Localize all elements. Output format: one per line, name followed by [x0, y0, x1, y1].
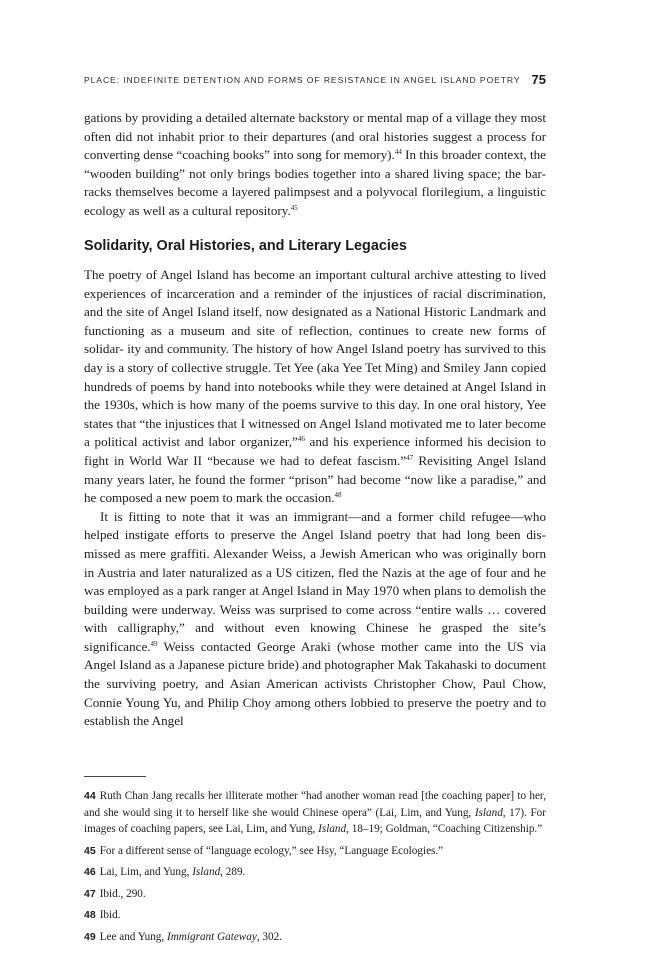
footnote-number: 48: [84, 909, 96, 921]
page-number: 75: [531, 72, 546, 87]
footnote-ref-45[interactable]: 45: [290, 203, 298, 212]
footnote-italic: Island: [192, 866, 221, 878]
footnote-48: [84, 907, 546, 924]
footnote-text: Lee and Yung,: [99, 930, 167, 943]
footnote-italic: Immigrant Gateway: [167, 930, 257, 943]
footnote-ref-46[interactable]: 46: [297, 435, 305, 444]
footnote-number: 44: [84, 790, 96, 802]
footnote-text: Ibid., 290.: [99, 887, 146, 900]
running-head: [84, 74, 546, 90]
footnote-49: [84, 929, 546, 946]
section-body: [84, 266, 546, 731]
footnote-rule: [84, 776, 146, 777]
footnote-italic: Island: [318, 823, 347, 835]
paragraph-text: Revisiting Angel Island many years later, he found the former “prison” had become “now like a paradise,” and he composed a new poem to mark the occasion.: [84, 452, 546, 506]
paragraph-text: and his experience informed his decision to fight in World War II “because we had to defeat fascism.”: [84, 434, 546, 468]
footnote-text: , 17). For images of coaching papers, see Lai, Lim, and Yung,: [84, 806, 546, 835]
footnote-text: , 302.: [256, 930, 282, 943]
footnote-ref-47[interactable]: 47: [406, 453, 414, 462]
footnote-text: Lai, Lim, and Yung,: [99, 866, 193, 878]
footnote-text: For a different sense of “language ecology,” see Hsy, “Language Ecologies.”: [99, 844, 444, 857]
footnote-ref-49[interactable]: 49: [150, 639, 158, 648]
footnote-text: Ruth Chan Jang recalls her illiterate mother “had another woman read [the coaching paper] to her, and she would sing it to herself like she would Chinese opera” (Lai, Lim, and Yung,: [84, 790, 546, 819]
footnote-italic: Island: [474, 806, 503, 819]
footnote-number: 46: [84, 866, 96, 878]
paragraph: [84, 508, 546, 731]
footnote-text: Ibid.: [99, 909, 121, 921]
running-title: PLACE: INDEFINITE DETENTION AND FORMS OF RESISTANCE IN ANGEL ISLAND POETRY: [84, 75, 521, 85]
footnote-number: 45: [84, 844, 96, 857]
paragraph-text: In this broader context, the “wooden building” not only brings bodies together into a shared living space; the bar- racks themselves become a layered palimpsest and a polyvocal florilegium, a linguistic ecology as well as a cultural repository.: [84, 147, 546, 218]
footnotes: [84, 788, 546, 950]
paragraph-text: gations by providing a detailed alternate backstory or mental map of a village they most often did not inhabit prior to their departures (and oral histories suggest a process for converting dense “coaching books” into song for memory).: [84, 110, 546, 163]
section-heading: Solidarity, Oral Histories, and Literary Legacies: [84, 238, 407, 254]
footnote-text: , 289.: [220, 866, 246, 878]
footnote-number: 49: [84, 930, 96, 943]
footnote-45: [84, 843, 546, 860]
footnote-ref-44[interactable]: 44: [394, 148, 402, 157]
footnote-text: , 18–19; Goldman, “Coaching Citizenship.”: [346, 823, 543, 835]
footnote-47: [84, 886, 546, 903]
paragraph-text: The poetry of Angel Island has become an important cultural archive attesting to lived experiences of incarceration and a reminder of the injustices of racial discrimination, and the site of Angel Island itself, now designated as a National Historic Landmark and functioning as a museum and site of reflection, continues to create new forms of solidar- ity and community. The history of how Angel Island poetry has survived to this day is a story of collective struggle. Tet Yee (aka Yee Tet Ming) and Smiley Jann copied hundreds of poems by hand into notebooks while they were detained at Angel Island in the 1930s, which is how many of the poems survive to this day. In one oral history, Yee states that “the injustices that I witnessed on Angel Island motivated me to later become a political activist and labor organizer,”: [84, 267, 546, 450]
paragraph-text: It is fitting to note that it was an immigrant—and a former child refugee—who helped instigate efforts to preserve the Angel Island poetry that had long been dis- missed as mere graffiti. Alexander Weiss, a Jewish American who was originally born in Austria and later naturalized as a US citizen, fled the Nazis at the age of four and he was employed as a park ranger at Angel Island in May 1970 when plans to demolish the building were underway. Weiss was surprised to come across “entire walls … covered with calligraphy,” and without even knowing Chinese he grasped the site’s significance.: [84, 508, 546, 654]
footnote-44: [84, 788, 546, 838]
paragraph: [84, 266, 546, 508]
footnote-number: 47: [84, 887, 96, 900]
footnote-ref-48[interactable]: 48: [334, 491, 342, 500]
paragraph-continuation: [84, 109, 546, 221]
paragraph-text: Weiss contacted George Araki (whose mother came into the US via Angel Island as a Japanese picture bride) and photographer Mak Takahaski to document the surviving poetry, and Asian American activists Christopher Chow, Paul Chow, Connie Young Yu, and Philip Choy among others lobbied to preserve the poetry and to establish the Angel: [84, 638, 546, 729]
footnote-46: [84, 864, 546, 881]
